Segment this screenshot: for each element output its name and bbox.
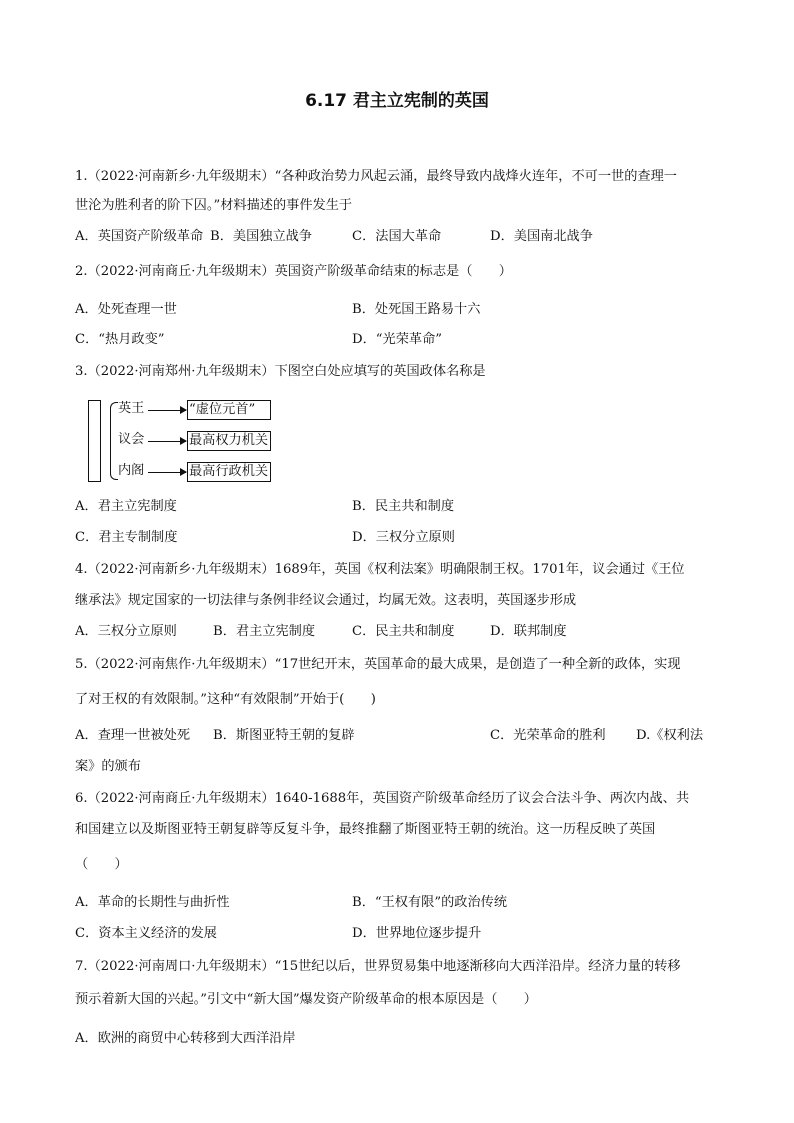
diagram-arrow-2 — [148, 441, 186, 442]
question-6-option-a: A．革命的长期性与曲折性 — [75, 895, 230, 910]
question-4-option-a: A．三权分立原则 — [75, 624, 177, 639]
question-4-text-line-2: 继承法》规定国家的一切法律与条例非经议会通过，均属无效。这表明，英国逐步形成 — [75, 593, 577, 608]
question-5-option-c: C．光荣革命的胜利 — [490, 728, 606, 743]
diagram-node-highest-executive: 最高行政机关 — [187, 462, 271, 482]
question-1-option-b: B．美国独立战争 — [210, 229, 313, 244]
question-5-text-line-2: 了对王权的有效限制。”这种“有效限制”开始于( ) — [75, 692, 376, 707]
question-2-text-line-1: 2.（2022·河南商丘·九年级期末）英国资产阶级革命结束的标志是（ ） — [75, 264, 512, 279]
question-5-option-a: A．查理一世被处死 — [75, 728, 191, 743]
question-1-text-line-1: 1.（2022·河南新乡·九年级期末）“各种政治势力风起云涌，最终导致内战烽火连年，不可一世的查理一 — [75, 169, 677, 184]
question-6-text-line-3: （ ） — [75, 857, 128, 872]
diagram-brace — [110, 402, 118, 480]
question-3-option-d: D．三权分立原则 — [352, 530, 455, 545]
question-4-option-b: B．君主立宪制度 — [213, 624, 316, 639]
question-6-option-b: B．“王权有限”的政治传统 — [352, 895, 508, 910]
question-2-option-d: D．“光荣革命” — [352, 332, 442, 347]
government-structure-diagram — [88, 400, 278, 484]
diagram-node-cabinet: 内阁 — [118, 463, 145, 478]
question-6-text-line-1: 6.（2022·河南商丘·九年级期末）1640-1688年，英国资产阶级革命经历了议会合法斗争、两次内战、共 — [75, 791, 690, 806]
question-3-option-c: C．君主专制制度 — [75, 530, 178, 545]
question-5-text-line-1: 5.（2022·河南焦作·九年级期末）“17世纪开末，英国革命的最大成果，是创造了一种全新的政体，实现 — [75, 657, 681, 672]
question-5-option-d: D.《权利法 — [636, 728, 704, 743]
question-3-option-b: B．民主共和制度 — [352, 499, 455, 514]
question-2-option-c: C．“热月政变” — [75, 332, 165, 347]
question-6-option-d: D．世界地位逐步提升 — [352, 926, 482, 941]
question-5-option-d-continued: 案》的颁布 — [75, 759, 141, 774]
question-1-option-c: C．法国大革命 — [352, 229, 442, 244]
question-7-option-a: A．欧洲的商贸中心转移到大西洋沿岸 — [75, 1031, 296, 1046]
question-7-text-line-1: 7.（2022·河南周口·九年级期末）“15世纪以后，世界贸易集中地逐渐移向大西洋沿岸。经济力量的转移 — [75, 959, 681, 974]
question-6-option-c: C．资本主义经济的发展 — [75, 926, 217, 941]
question-2-option-b: B．处死国王路易十六 — [352, 302, 481, 317]
question-1-option-d: D．美国南北战争 — [490, 229, 593, 244]
diagram-node-king: 英王 — [118, 401, 145, 416]
question-7-text-line-2: 预示着新大国的兴起。”引文中“新大国”爆发资产阶级革命的根本原因是（ ） — [75, 992, 537, 1007]
diagram-blank-box — [88, 400, 101, 482]
question-3-text-line-1: 3.（2022·河南郑州·九年级期末）下图空白处应填写的英国政体名称是 — [75, 364, 486, 379]
question-1-text-line-2: 世沦为胜利者的阶下囚。”材料描述的事件发生于 — [75, 198, 353, 213]
question-6-text-line-2: 和国建立以及斯图亚特王朝复辟等反复斗争，最终推翻了斯图亚特王朝的统治。这一历程反映了英国 — [75, 822, 656, 837]
diagram-arrow-3 — [148, 472, 186, 473]
question-5-option-b: B．斯图亚特王朝的复辟 — [213, 728, 355, 743]
question-4-text-line-1: 4.（2022·河南新乡·九年级期末）1689年，英国《权利法案》明确限制王权。1701年，议会通过《王位 — [75, 562, 685, 577]
question-1-option-a: A．英国资产阶级革命 — [75, 229, 204, 244]
question-3-option-a: A．君主立宪制度 — [75, 499, 177, 514]
question-4-option-c: C．民主共和制度 — [352, 624, 455, 639]
diagram-node-highest-authority: 最高权力机关 — [187, 431, 271, 451]
page-title: 6.17 君主立宪制的英国 — [305, 91, 489, 111]
question-4-option-d: D．联邦制度 — [490, 624, 567, 639]
diagram-node-figurehead: “虚位元首” — [187, 400, 271, 420]
question-2-option-a: A．处死查理一世 — [75, 302, 177, 317]
diagram-node-parliament: 议会 — [118, 432, 145, 447]
diagram-arrow-1 — [148, 410, 186, 411]
